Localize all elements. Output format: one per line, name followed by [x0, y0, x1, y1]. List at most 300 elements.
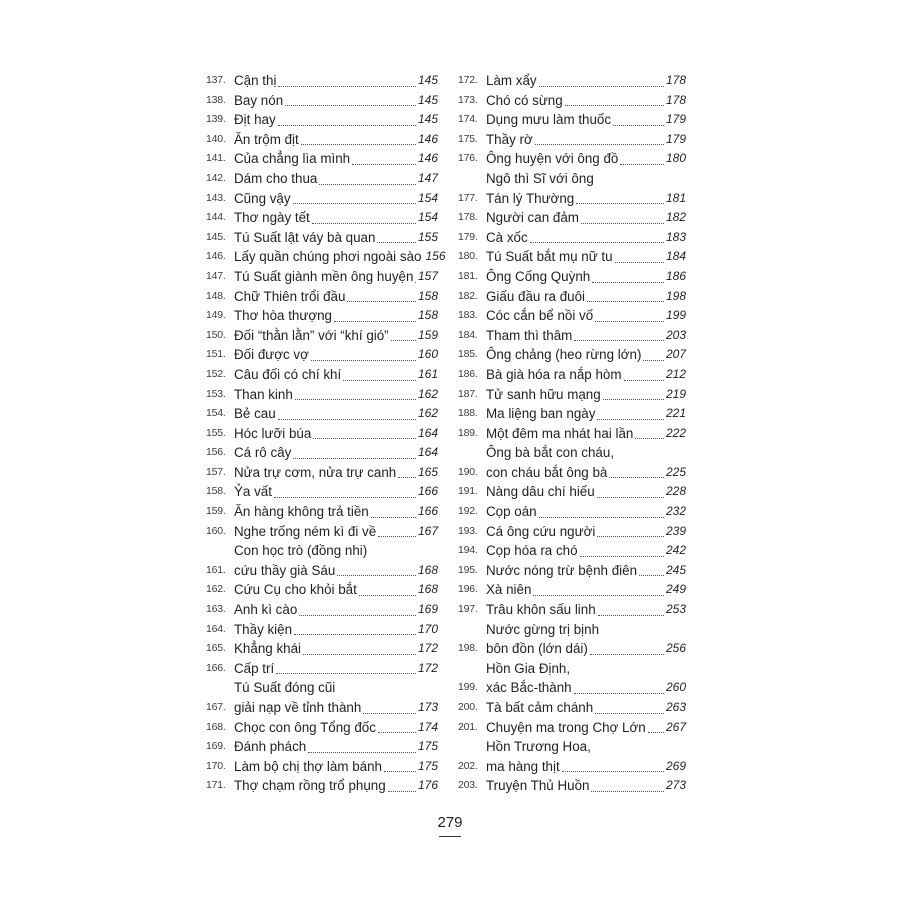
entry-title: Truyện Thủ Huồn — [486, 778, 590, 794]
entry-page: 225 — [665, 464, 686, 479]
dot-leader — [603, 399, 664, 400]
dot-leader — [597, 536, 664, 537]
entry-title: Giấu đầu ra đuôi — [486, 288, 586, 304]
entry-page: 176 — [417, 778, 438, 793]
toc-entry — [458, 776, 686, 796]
entry-number: 176. — [458, 152, 478, 165]
entry-body — [234, 345, 438, 365]
entry-body — [234, 522, 438, 542]
toc-entry — [458, 385, 686, 405]
entry-page: 156 — [425, 249, 446, 264]
dot-leader — [391, 340, 416, 341]
entry-title: Nghe trống ném kì đi về — [234, 523, 377, 539]
entry-page: 222 — [665, 425, 686, 440]
entry-title: Của chẳng lìa mình — [234, 151, 351, 167]
entry-number: 180. — [458, 250, 478, 263]
toc-entry — [206, 267, 438, 287]
entry-title: Người can đảm — [486, 210, 579, 226]
toc-entry — [206, 639, 438, 659]
dot-leader — [613, 125, 664, 126]
entry-body — [234, 365, 438, 385]
entry-number: 146. — [206, 250, 226, 263]
entry-number: 164. — [206, 622, 226, 635]
toc-entry — [458, 443, 686, 482]
entry-number: 171. — [206, 779, 226, 792]
entry-page: 160 — [417, 347, 438, 362]
entry-body — [234, 385, 438, 405]
entry-page: 273 — [665, 778, 686, 793]
entry-title: ma hàng thịt — [486, 758, 560, 774]
entry-title: Dám cho thua — [234, 170, 318, 186]
dot-leader — [574, 340, 664, 341]
toc-entry — [206, 737, 438, 757]
entry-line — [486, 718, 686, 738]
entry-title: Cá ông cứu người — [486, 523, 596, 539]
entry-page: 162 — [417, 386, 438, 401]
dot-leader — [533, 595, 664, 596]
entry-page: 173 — [417, 700, 438, 714]
entry-title: Tà bất cảm chánh — [486, 700, 594, 715]
dot-leader — [278, 86, 416, 87]
toc-entry — [206, 247, 446, 267]
entry-line — [234, 110, 438, 130]
entry-title: cứu thầy già Sáu — [234, 562, 336, 578]
dot-leader — [565, 105, 664, 106]
entry-page: 267 — [665, 719, 686, 734]
entry-body — [486, 443, 686, 482]
entry-page: 164 — [417, 445, 438, 460]
entry-line — [234, 698, 438, 718]
entry-title: Con học trò (đồng nhi) — [234, 543, 368, 559]
toc-entry — [458, 620, 686, 659]
toc-entry — [206, 189, 438, 209]
toc-entry — [458, 698, 686, 718]
entry-line — [486, 287, 686, 307]
entry-title: xác Bắc-thành — [486, 680, 572, 696]
entry-line — [234, 71, 438, 91]
entry-line — [486, 698, 686, 718]
toc-entry — [458, 306, 686, 326]
entry-line — [486, 541, 686, 561]
entry-title: Ngô thì Sĩ với ông — [486, 170, 594, 186]
entry-line — [234, 404, 438, 424]
entry-line — [486, 110, 686, 130]
entry-title: Ông bà bắt con cháu, — [486, 445, 615, 461]
entry-page: 155 — [417, 229, 438, 244]
entry-body — [486, 365, 686, 385]
entry-title: Làm xẩy — [486, 73, 537, 88]
entry-line — [234, 247, 446, 267]
entry-page: 269 — [665, 758, 686, 773]
entry-body — [234, 71, 438, 91]
dot-leader — [299, 615, 416, 616]
entry-title: Cá rô cây — [234, 445, 292, 461]
entry-line — [486, 267, 686, 287]
entry-title: Trâu khôn sấu linh — [486, 602, 596, 618]
entry-body — [234, 502, 438, 522]
entry-body — [486, 110, 686, 130]
dot-leader — [293, 203, 416, 204]
entry-page: 168 — [417, 582, 438, 597]
toc-entry — [206, 776, 438, 796]
entry-number: 170. — [206, 759, 226, 772]
dot-leader — [592, 282, 664, 283]
entry-page: 166 — [417, 504, 438, 519]
toc-entry — [458, 580, 686, 600]
entry-line — [234, 91, 438, 111]
entry-title: Lấy quần chúng phơi ngoài sào — [234, 249, 422, 265]
page-number: 279 — [437, 814, 463, 831]
dot-leader — [590, 654, 664, 655]
entry-line — [486, 189, 686, 209]
entry-line — [486, 326, 686, 346]
entry-title: Tú Suất bắt mụ nữ tu — [486, 249, 613, 265]
entry-line — [486, 620, 686, 640]
entry-page: 242 — [665, 543, 686, 558]
entry-body — [234, 659, 438, 679]
dot-leader — [311, 360, 416, 361]
entry-page: 199 — [665, 308, 686, 323]
entry-line — [234, 718, 438, 738]
entry-title: Khẳng khái — [234, 641, 302, 657]
entry-line — [234, 169, 438, 189]
entry-number: 201. — [458, 720, 478, 733]
entry-page: 161 — [417, 366, 438, 381]
toc-entry — [206, 522, 438, 542]
entry-page: 169 — [417, 602, 438, 617]
entry-body — [486, 247, 686, 267]
entry-body — [486, 718, 686, 738]
entry-line — [486, 776, 686, 796]
entry-number: 155. — [206, 426, 226, 439]
toc-entry — [206, 659, 438, 679]
entry-line — [234, 541, 438, 561]
entry-title: Anh kì cào — [234, 602, 298, 618]
entry-number: 167. — [206, 701, 226, 713]
entry-number: 163. — [206, 603, 226, 616]
entry-body — [234, 620, 438, 640]
entry-title: Tán lý Thường — [486, 190, 575, 206]
entry-line — [234, 463, 438, 483]
entry-body — [234, 130, 438, 150]
entry-title: Cóc cắn bể nồi vố — [486, 308, 594, 324]
entry-page: 154 — [417, 190, 438, 205]
toc-column-left — [206, 71, 446, 796]
entry-page: 203 — [665, 327, 686, 342]
entry-title: Thầy rờ — [486, 131, 533, 147]
toc-entry — [458, 169, 686, 208]
entry-body — [234, 404, 438, 424]
entry-number: 141. — [206, 152, 226, 165]
entry-number: 189. — [458, 426, 478, 439]
toc-entry — [206, 110, 438, 130]
toc-column-right — [458, 71, 686, 796]
toc-entry — [458, 247, 686, 267]
entry-line — [234, 639, 438, 659]
dot-leader — [285, 105, 416, 106]
dot-leader — [319, 184, 416, 185]
dot-leader — [530, 242, 664, 243]
entry-page: 175 — [417, 758, 438, 773]
dot-leader — [388, 791, 416, 792]
toc-entry — [206, 404, 438, 424]
toc-entry — [206, 718, 438, 738]
entry-number: 161. — [206, 563, 226, 576]
entry-page: 154 — [417, 210, 438, 225]
entry-number: 191. — [458, 485, 478, 498]
entry-page: 184 — [665, 249, 686, 264]
entry-number: 142. — [206, 171, 226, 184]
entry-number: 139. — [206, 113, 226, 126]
entry-page: 212 — [665, 366, 686, 381]
entry-body — [234, 247, 446, 267]
entry-body — [234, 600, 438, 620]
dot-leader — [278, 125, 416, 126]
dot-leader — [580, 556, 664, 557]
toc-entry — [206, 424, 438, 444]
entry-title: Tú Suất giành mền ông huyện — [234, 268, 414, 284]
entry-body — [486, 130, 686, 150]
toc-entry — [458, 365, 686, 385]
entry-title: Tử sanh hữu mạng — [486, 386, 601, 402]
entry-page: 182 — [665, 210, 686, 225]
entry-body — [234, 91, 438, 111]
entry-title: Tham thì thâm — [486, 327, 573, 343]
entry-body — [234, 326, 438, 346]
entry-body — [486, 71, 686, 91]
dot-leader — [371, 517, 416, 518]
entry-title: Đối được vợ — [234, 347, 309, 363]
toc-entry — [458, 482, 686, 502]
entry-title: Cấp trí — [234, 660, 275, 676]
toc-entry — [206, 345, 438, 365]
entry-line — [486, 130, 686, 150]
entry-body — [234, 306, 438, 326]
dot-leader — [308, 752, 416, 753]
toc-entry — [458, 502, 686, 522]
entry-number: 197. — [458, 603, 478, 616]
entry-line — [486, 757, 686, 777]
dot-leader — [581, 223, 664, 224]
entry-title: Một đêm ma nhát hai lần — [486, 425, 634, 441]
entry-page: 146 — [417, 151, 438, 166]
entry-line — [234, 600, 438, 620]
entry-title: Cận thị — [234, 73, 277, 88]
entry-line — [486, 404, 686, 424]
entry-body — [234, 149, 438, 169]
entry-title: Chọc con ông Tổng đốc — [234, 719, 376, 735]
entry-title: Bẻ cau — [234, 406, 276, 422]
toc-entry — [206, 365, 438, 385]
entry-title: Thơ ngày tết — [234, 210, 310, 226]
entry-page: 179 — [665, 112, 686, 127]
entry-line — [486, 502, 686, 522]
entry-page: 249 — [665, 582, 686, 597]
dot-leader — [635, 438, 664, 439]
entry-line — [234, 267, 438, 287]
dot-leader — [643, 360, 664, 361]
entry-body — [486, 561, 686, 581]
entry-page: 145 — [417, 92, 438, 107]
entry-number: 185. — [458, 348, 478, 361]
entry-body — [486, 169, 686, 208]
dot-leader — [378, 536, 416, 537]
dot-leader — [359, 595, 416, 596]
entry-page: 181 — [665, 190, 686, 205]
dot-leader — [363, 713, 416, 714]
entry-number: 173. — [458, 93, 478, 106]
entry-number: 145. — [206, 230, 226, 243]
entry-number: 183. — [458, 309, 478, 322]
entry-title: con cháu bắt ông bà — [486, 464, 608, 480]
toc-entry — [206, 149, 438, 169]
entry-title: bôn đồn (lớn dái) — [486, 641, 588, 657]
entry-line — [234, 620, 438, 640]
entry-body — [486, 620, 686, 659]
entry-title: Chữ Thiên trổi đầu — [234, 288, 346, 304]
entry-page: 232 — [665, 504, 686, 519]
toc-entry — [458, 110, 686, 130]
entry-page: 159 — [417, 327, 438, 342]
entry-number: 184. — [458, 328, 478, 341]
entry-page: 179 — [665, 131, 686, 146]
entry-line — [234, 424, 438, 444]
entry-body — [486, 424, 686, 444]
dot-leader — [312, 223, 416, 224]
toc-entry — [458, 267, 686, 287]
entry-line — [234, 443, 438, 463]
toc-entry — [206, 580, 438, 600]
entry-body — [234, 718, 438, 738]
toc-entry — [458, 91, 686, 111]
entry-line — [486, 659, 686, 679]
entry-title: Hồn Trương Hoa, — [486, 739, 591, 755]
entry-body — [234, 208, 438, 228]
entry-line — [234, 757, 438, 777]
dot-leader — [274, 497, 416, 498]
toc-entry — [206, 228, 438, 248]
toc-entry — [206, 91, 438, 111]
entry-page: 239 — [665, 523, 686, 538]
entry-title: Nàng dâu chí hiếu — [486, 484, 595, 500]
entry-number: 138. — [206, 93, 226, 106]
entry-line — [234, 208, 438, 228]
entry-body — [486, 698, 686, 718]
entry-body — [486, 580, 686, 600]
toc-entry — [458, 149, 686, 169]
entry-body — [234, 776, 438, 796]
entry-page: 253 — [665, 602, 686, 617]
entry-body — [486, 306, 686, 326]
dot-leader — [624, 380, 664, 381]
toc-entry — [206, 620, 438, 640]
entry-body — [486, 228, 686, 248]
dot-leader — [597, 419, 664, 420]
dot-leader — [294, 634, 416, 635]
entry-page: 168 — [417, 562, 438, 577]
entry-body — [486, 345, 686, 365]
entry-title: Ăn hàng không trả tiền — [234, 504, 369, 520]
dot-leader — [301, 144, 416, 145]
entry-title: Nửa trự cơm, nửa trự canh — [234, 464, 397, 480]
entry-number: 195. — [458, 563, 478, 576]
entry-line — [486, 522, 686, 542]
entry-body — [234, 482, 438, 502]
toc-entry — [458, 659, 686, 698]
entry-line — [486, 345, 686, 365]
dot-leader — [384, 771, 416, 772]
entry-page: 263 — [665, 700, 686, 714]
toc-entry — [206, 71, 438, 91]
entry-line — [234, 776, 438, 796]
entry-line — [486, 91, 686, 111]
entry-page: 166 — [417, 484, 438, 499]
entry-number: 152. — [206, 367, 226, 380]
entry-line — [234, 678, 438, 698]
entry-page: 178 — [665, 92, 686, 107]
entry-line — [486, 306, 686, 326]
entry-line — [486, 424, 686, 444]
entry-body — [486, 541, 686, 561]
entry-body — [234, 580, 438, 600]
entry-page: 165 — [417, 464, 438, 479]
dot-leader — [293, 458, 416, 459]
entry-body — [486, 208, 686, 228]
toc-entry — [206, 482, 438, 502]
entry-line — [234, 385, 438, 405]
toc-entry — [458, 424, 686, 444]
dot-leader — [615, 262, 664, 263]
entry-page: 145 — [417, 73, 438, 87]
entry-number: 200. — [458, 701, 478, 713]
entry-body — [234, 110, 438, 130]
entry-title: Nước nóng trừ bệnh điên — [486, 562, 638, 578]
entry-title: Ông huyện với ông đồ — [486, 151, 619, 167]
toc-entry — [458, 561, 686, 581]
entry-page: 228 — [665, 484, 686, 499]
entry-title: Cọp oán — [486, 504, 537, 520]
toc-entry — [458, 600, 686, 620]
toc-entry — [458, 541, 686, 561]
entry-title: Tú Suất lật váy bà quan — [234, 229, 376, 245]
toc-entry — [206, 678, 438, 717]
entry-page: 145 — [417, 112, 438, 127]
entry-number: 175. — [458, 132, 478, 145]
entry-line — [234, 365, 438, 385]
entry-title: Thợ chạm rồng trổ phụng — [234, 778, 386, 794]
entry-line — [486, 639, 686, 659]
entry-number: 187. — [458, 387, 478, 400]
entry-title: Cứu Cụ cho khỏi bắt — [234, 582, 357, 598]
toc-entry — [458, 404, 686, 424]
toc-entry — [206, 443, 438, 463]
entry-line — [486, 482, 686, 502]
dot-leader — [576, 203, 664, 204]
entry-line — [486, 443, 686, 463]
entry-number: 149. — [206, 309, 226, 322]
dot-leader — [398, 477, 416, 478]
entry-number: 181. — [458, 269, 478, 282]
entry-body — [234, 463, 438, 483]
entry-page: 207 — [665, 347, 686, 362]
entry-number: 143. — [206, 191, 226, 204]
entry-line — [234, 561, 438, 581]
entry-number: 186. — [458, 367, 478, 380]
entry-title: Xà niên — [486, 582, 532, 598]
entry-title: Cũng vậy — [234, 190, 291, 206]
entry-number: 147. — [206, 269, 226, 282]
entry-body — [234, 443, 438, 463]
